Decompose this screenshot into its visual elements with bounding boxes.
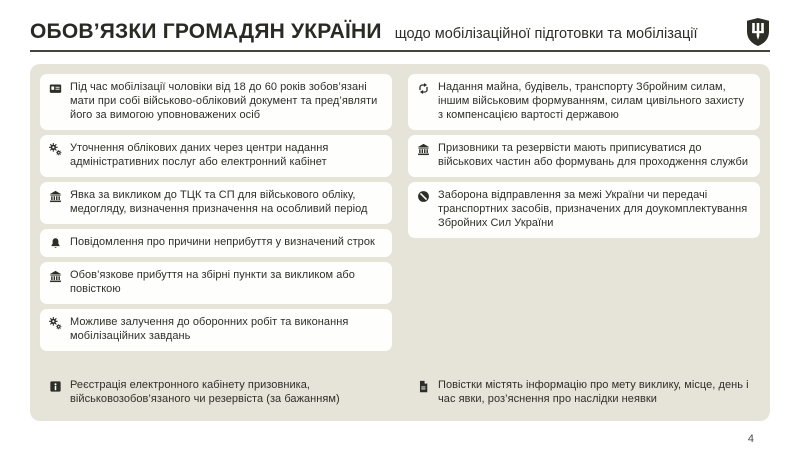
duty-card: [40, 182, 392, 224]
left-column: [40, 74, 392, 411]
duty-text: Під час мобілізації чоловіки від 18 до 60 років зобов’язані мати при собі військово-обліковий документ та пред’являти його за вимогою уповноважених осіб: [70, 81, 378, 121]
page-title: ОБОВ’ЯЗКИ ГРОМАДЯН УКРАЇНИ: [30, 19, 382, 43]
info-square-icon: [49, 380, 62, 393]
duty-text: Повістки містять інформацію про мету виклику, місце, день і час явки, роз’яснення про наслідки неявки: [438, 379, 749, 406]
duty-card: [40, 309, 392, 351]
duty-card: [408, 135, 760, 177]
duty-note: [408, 375, 760, 411]
government-building-icon: [49, 190, 62, 203]
page-subtitle: щодо мобілізаційної підготовки та мобілізації: [394, 25, 698, 42]
right-column: [408, 74, 760, 411]
duty-card: [40, 262, 392, 304]
gears-icon: [49, 143, 62, 156]
duty-text: Надання майна, будівель, транспорту Збройним силам, іншим військовим формуванням, силам цивільного захисту з компенсацією вартості державою: [438, 81, 745, 121]
duty-text: Заборона відправлення за межі України чи передачі транспортних засобів, призначених для доукомплектування Збройних Сил України: [438, 188, 748, 229]
id-card-icon: [49, 82, 62, 95]
duty-card: [40, 74, 392, 130]
bell-icon: [49, 237, 62, 250]
transfer-arrows-icon: [417, 82, 430, 95]
duty-text: Реєстрація електронного кабінету призовника, військовозобов’язаного чи резервіста (за бажанням): [70, 379, 340, 406]
document-icon: [417, 380, 430, 393]
government-building-icon: [417, 143, 430, 156]
duty-text: Явка за викликом до ТЦК та СП для військового обліку, медогляду, визначення призначення на особливий період: [70, 188, 368, 215]
duty-card: [40, 229, 392, 257]
header: [30, 0, 770, 52]
government-building-icon: [49, 270, 62, 283]
duty-card: [408, 182, 760, 238]
duty-card: [40, 135, 392, 177]
duty-text: Уточнення облікових даних через центри надання адміністративних послуг або електронний кабінет: [70, 141, 329, 168]
duty-text: Призовники та резервісти мають приписуватися до військових частин або формувань для проходження служби: [438, 141, 749, 168]
header-titles: [30, 20, 698, 44]
gears-icon: [49, 317, 62, 330]
ukraine-trident-shield-icon: [746, 18, 770, 46]
duties-panel: [30, 64, 770, 421]
prohibition-icon: [417, 190, 430, 203]
footer: [30, 421, 770, 447]
duty-text: Обов’язкове прибуття на збірні пункти за викликом або повісткою: [70, 268, 355, 295]
duty-text: Повідомлення про причини неприбуття у визначений строк: [70, 235, 375, 248]
duty-text: Можливе залучення до оборонних робіт та виконання мобілізаційних завдань: [70, 315, 349, 342]
duty-card: [408, 74, 760, 130]
duty-note: [40, 375, 392, 411]
page-number: 4: [747, 433, 754, 445]
